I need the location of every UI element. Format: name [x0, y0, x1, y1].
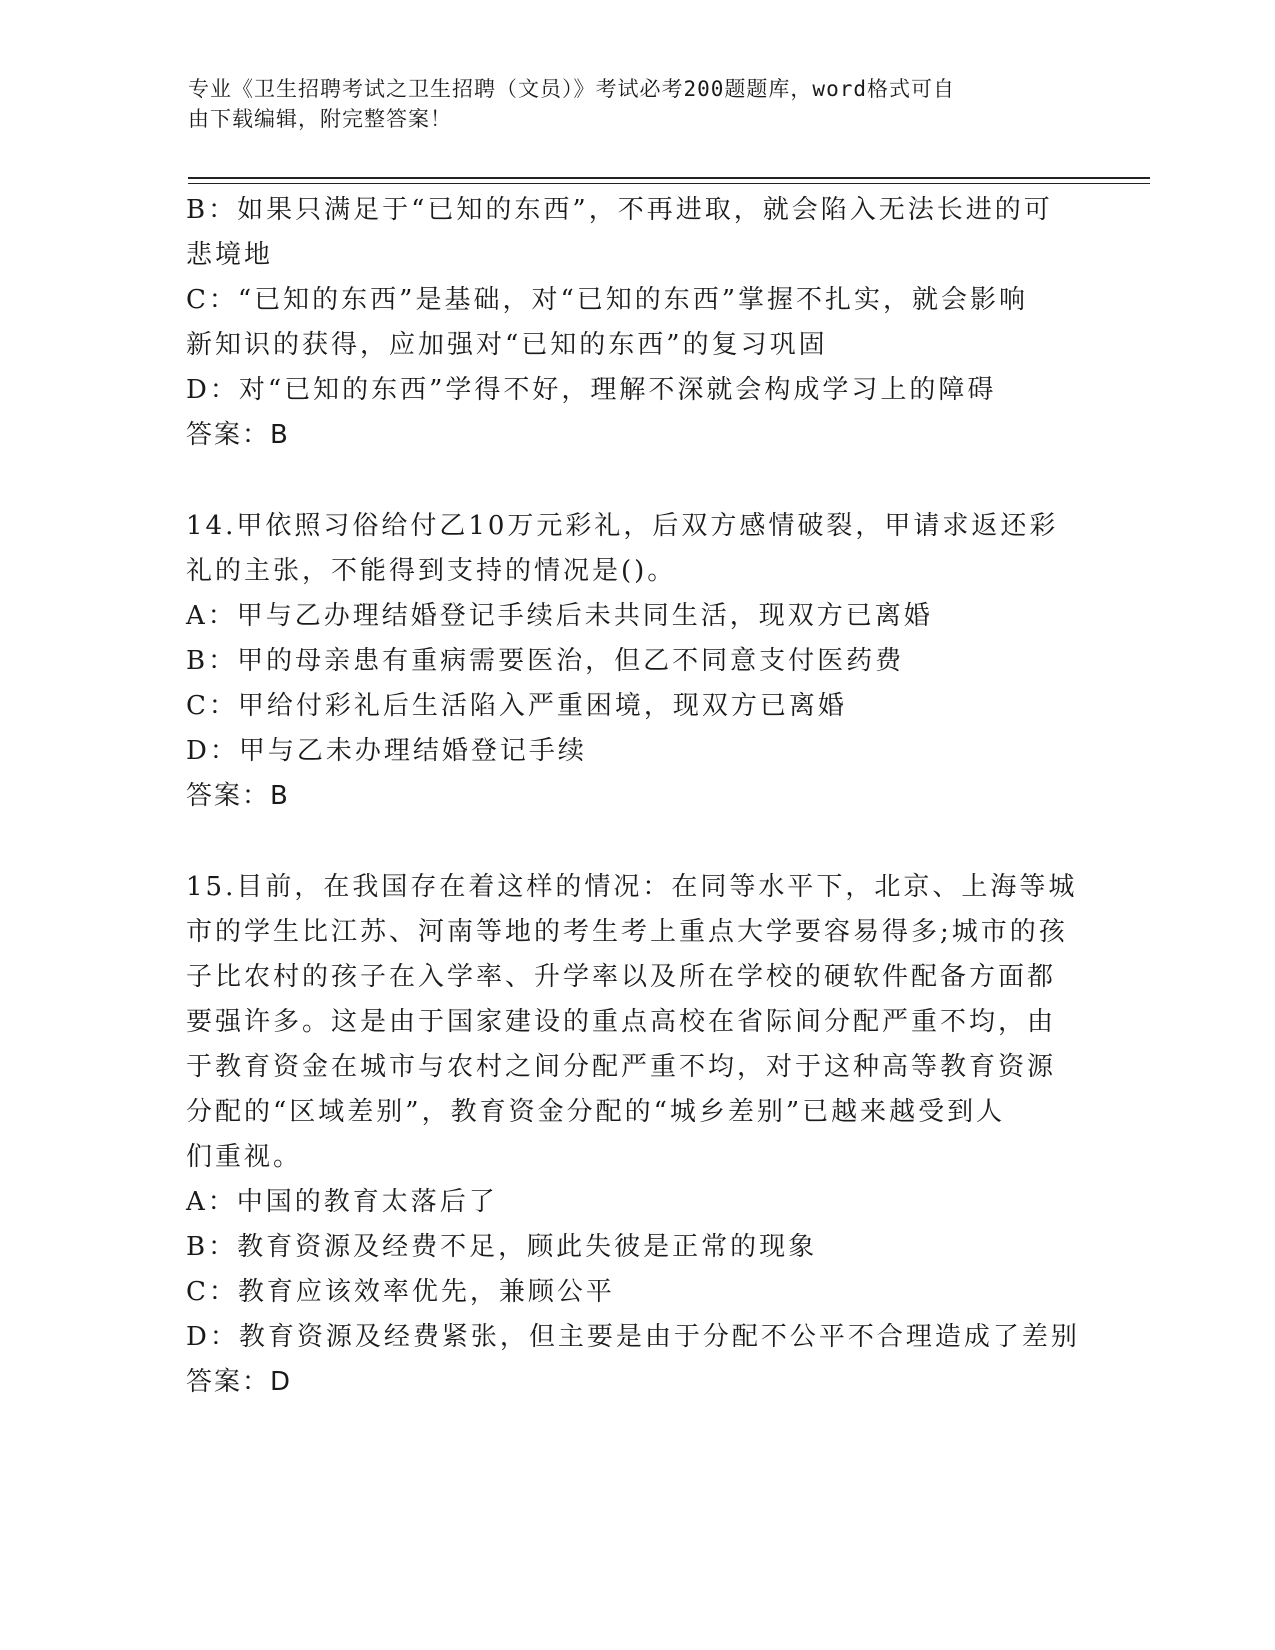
question-14 [186, 504, 1086, 819]
question-13-tail [186, 188, 1086, 458]
q15-option-a: A：中国的教育太落后了 [186, 1187, 498, 1217]
q14-stem-line-1: 14.甲依照习俗给付乙10万元彩礼，后双方感情破裂，甲请求返还彩 [186, 511, 1059, 541]
q13-option-d: D：对“已知的东西”学得不好，理解不深就会构成学习上的障碍 [186, 375, 997, 405]
document-body [186, 188, 1086, 1405]
question-15 [186, 865, 1086, 1405]
header-divider-thick [188, 177, 1150, 179]
q14-option-a: A：甲与乙办理结婚登记手续后未共同生活，现双方已离婚 [186, 601, 933, 631]
q13-option-c-line-1: C：“已知的东西”是基础，对“已知的东西”掌握不扎实，就会影响 [186, 285, 1029, 315]
question-spacer [186, 458, 1086, 504]
q15-option-b: B：教育资源及经费不足，顾此失彼是正常的现象 [186, 1232, 818, 1262]
q14-option-b: B：甲的母亲患有重病需要医治，但乙不同意支付医药费 [186, 646, 905, 676]
q15-stem-line-2: 市的学生比江苏、河南等地的考生考上重点大学要容易得多;城市的孩 [186, 917, 1068, 947]
q15-stem-line-7: 们重视。 [186, 1142, 303, 1172]
q15-option-d: D：教育资源及经费紧张，但主要是由于分配不公平不合理造成了差别 [186, 1322, 1080, 1352]
question-spacer [186, 819, 1086, 865]
q14-option-c: C：甲给付彩礼后生活陷入严重困境，现双方已离婚 [186, 691, 847, 721]
q13-option-b-line-1: B：如果只满足于“已知的东西”，不再进取，就会陷入无法长进的可 [186, 195, 1053, 225]
q13-option-c-line-2: 新知识的获得，应加强对“已知的东西”的复习巩固 [186, 330, 828, 360]
q15-stem-line-3: 子比农村的孩子在入学率、升学率以及所在学校的硬软件配备方面都 [186, 962, 1057, 992]
q13-option-b-line-2: 悲境地 [186, 240, 274, 270]
q15-stem-line-5: 于教育资金在城市与农村之间分配严重不均，对于这种高等教育资源 [186, 1052, 1057, 1082]
q15-stem-line-4: 要强许多。这是由于国家建设的重点高校在省际间分配严重不均，由 [186, 1007, 1057, 1037]
q15-stem-line-6: 分配的“区域差别”，教育资金分配的“城乡差别”已越来越受到人 [186, 1097, 1006, 1127]
q14-answer: 答案：B [186, 781, 290, 811]
q13-answer: 答案：B [186, 420, 290, 450]
q15-stem-line-1: 15.目前，在我国存在着这样的情况：在同等水平下，北京、上海等城 [186, 872, 1078, 902]
q14-stem-line-2: 礼的主张，不能得到支持的情况是()。 [186, 556, 677, 586]
q14-option-d: D：甲与乙未办理结婚登记手续 [186, 736, 587, 766]
header-line-2: 由下载编辑，附完整答案！ [188, 107, 452, 131]
header-line-1: 专业《卫生招聘考试之卫生招聘（文员）》考试必考200题题库，word格式可自 [188, 77, 955, 101]
q15-answer: 答案：D [186, 1367, 293, 1397]
document-header [188, 74, 1068, 134]
header-divider-thin [188, 183, 1150, 184]
q15-option-c: C：教育应该效率优先，兼顾公平 [186, 1277, 615, 1307]
